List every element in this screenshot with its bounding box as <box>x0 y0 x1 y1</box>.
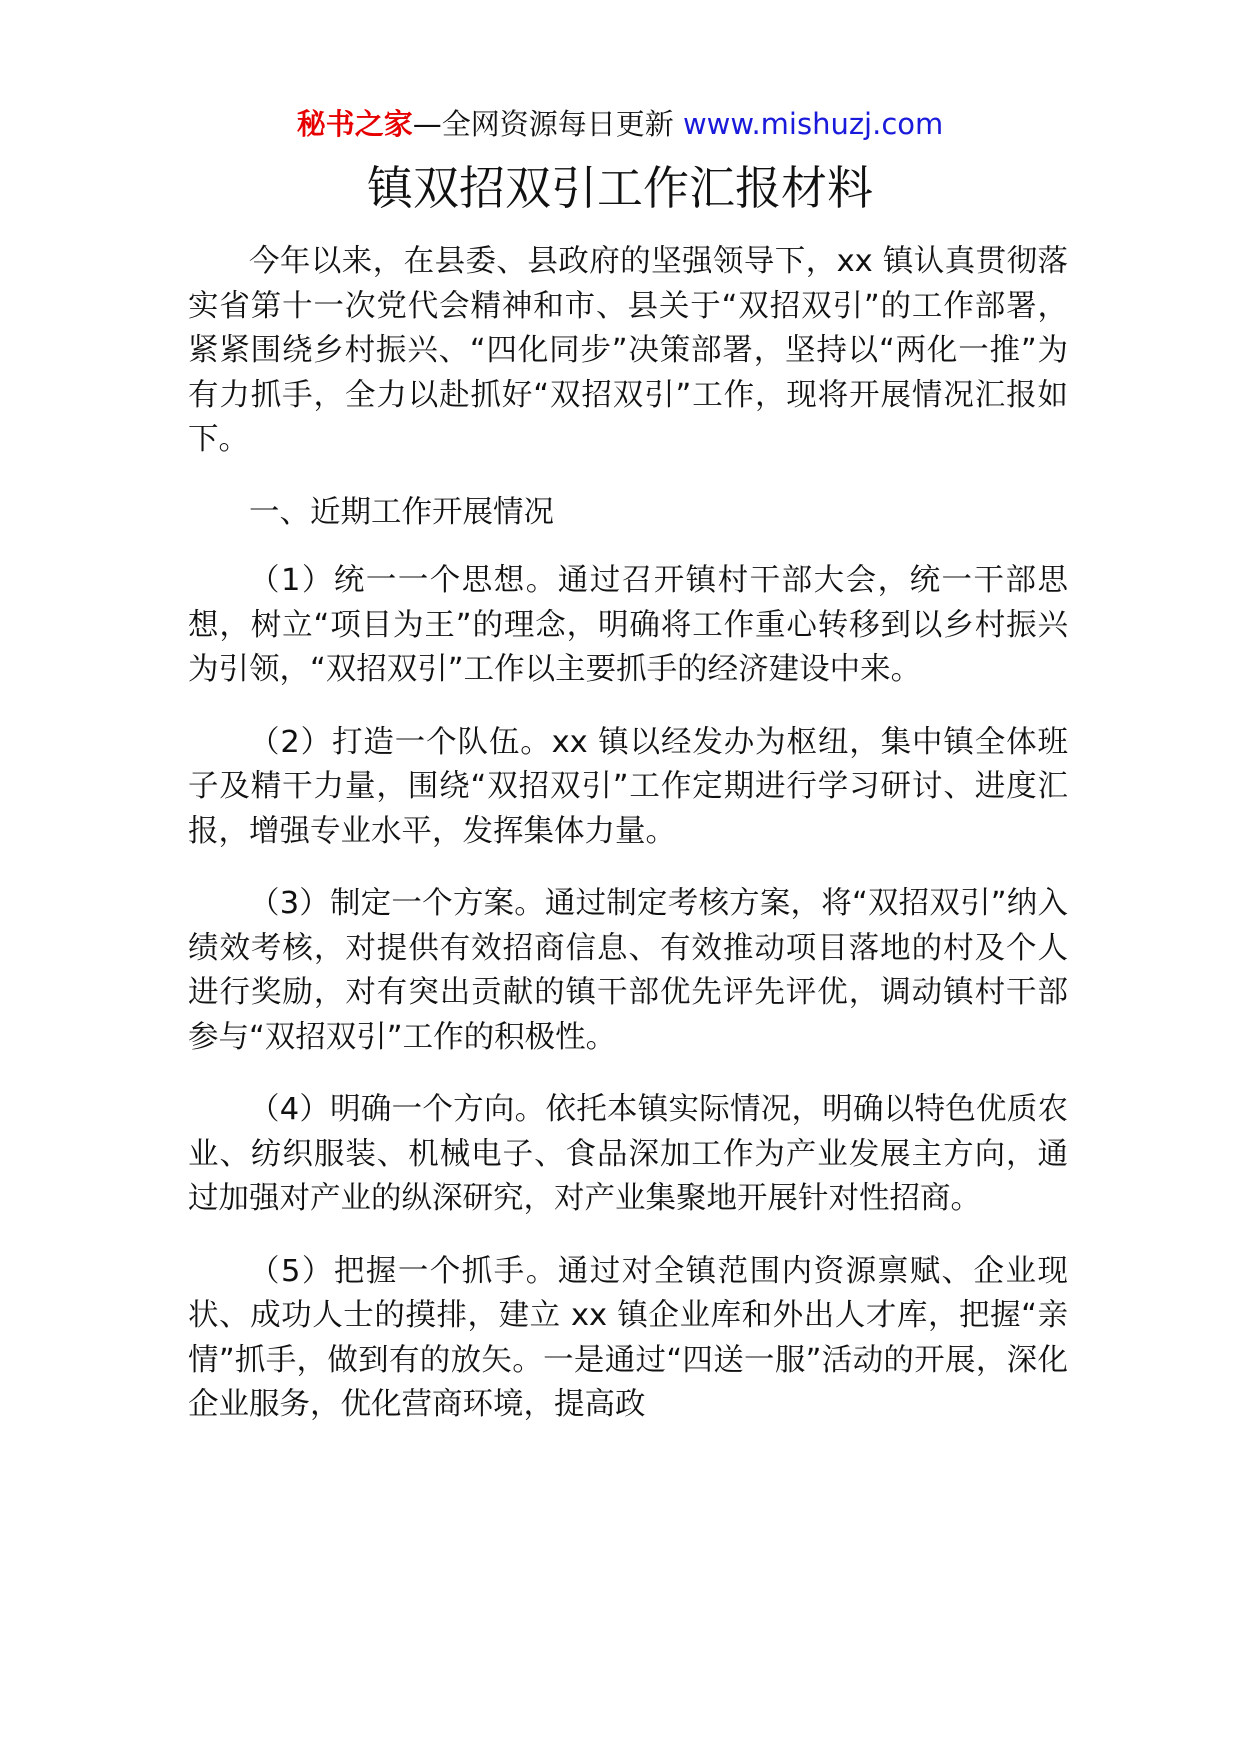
section-heading: 一、近期工作开展情况 <box>249 494 554 530</box>
site-header <box>0 104 1240 144</box>
item-paragraph-2: （2）打造一个队伍。xx 镇以经发办为枢纽，集中镇全体班子及精干力量，围绕“双招双引”工作定期进行学习研讨、进度汇报，增强专业水平，发挥集体力量。 <box>188 724 1068 849</box>
site-url-link[interactable]: www.mishuzj.com <box>682 107 944 141</box>
item-paragraph-3: （3）制定一个方案。通过制定考核方案，将“双招双引”纳入绩效考核，对提供有效招商信息、有效推动项目落地的村及个人进行奖励，对有突出贡献的镇干部优先评先评优，调动镇村干部参与“双招双引”工作的积极性。 <box>188 886 1068 1055</box>
document-title: 镇双招双引工作汇报材料 <box>367 161 873 215</box>
document-body <box>188 240 1068 1456</box>
item-paragraph-1: （1）统一一个思想。通过召开镇村干部大会，统一干部思想，树立“项目为王”的理念，明确将工作重心转移到以乡村振兴为引领，“双招双引”工作以主要抓手的经济建设中来。 <box>188 563 1068 687</box>
brand-name: 秘书之家 <box>296 107 413 141</box>
item-paragraph-4: （4）明确一个方向。依托本镇实际情况，明确以特色优质农业、纺织服装、机械电子、食品深加工作为产业发展主方向，通过加强对产业的纵深研究，对产业集聚地开展针对性招商。 <box>188 1092 1068 1216</box>
header-tagline: —全网资源每日更新 <box>412 107 674 141</box>
item-paragraph-5: （5）把握一个抓手。通过对全镇范围内资源禀赋、企业现状、成功人士的摸排，建立 xx 镇企业库和外出人才库，把握“亲情”抓手，做到有的放矢。一是通过“四送一服”活动的开展，深化企业服务，优化营商环境，提高政 <box>188 1253 1068 1422</box>
intro-paragraph: 今年以来，在县委、县政府的坚强领导下，xx 镇认真贯彻落实省第十一次党代会精神和市、县关于“双招双引”的工作部署，紧紧围绕乡村振兴、“四化同步”决策部署，坚持以“两化一推”为有力抓手，全力以赴抓好“双招双引”工作，现将开展情况汇报如下。 <box>188 244 1068 457</box>
